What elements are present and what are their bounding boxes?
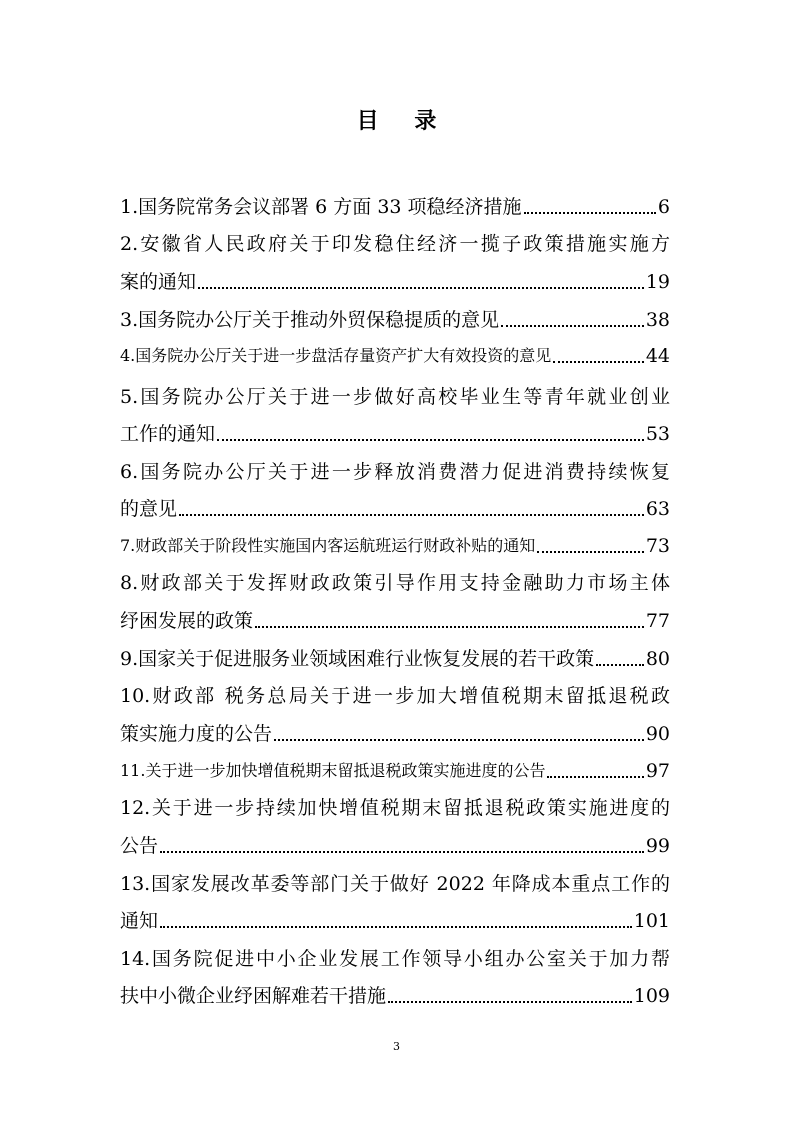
toc-entry-text: 策实施力度的公告 <box>120 723 273 745</box>
toc-entry-4[interactable] <box>120 343 670 369</box>
toc-entry-6-line-2[interactable] <box>120 496 670 522</box>
toc-entry-5-line-2[interactable] <box>120 421 670 447</box>
toc-entry-2-line-2[interactable] <box>120 269 670 295</box>
dot-leader <box>547 775 643 778</box>
dot-leader <box>217 438 644 441</box>
toc-entry-13-line-1[interactable] <box>120 871 670 897</box>
toc-entry-page: 38 <box>645 309 670 331</box>
toc-entry-12-line-2[interactable] <box>120 833 670 859</box>
toc-entry-page: 90 <box>645 723 670 745</box>
toc-entry-text: 2.安徽省人民政府关于印发稳住经济一揽子政策措施实施方 <box>120 233 670 255</box>
dot-leader <box>524 211 656 214</box>
toc-entry-page: 97 <box>645 760 670 782</box>
toc-entry-5-line-1[interactable] <box>120 384 670 410</box>
dot-leader <box>501 324 644 327</box>
toc-entry-1[interactable] <box>120 194 670 220</box>
dot-leader <box>160 925 632 928</box>
toc-entry-10-line-2[interactable] <box>120 721 670 747</box>
toc-entry-text: 3.国务院办公厅关于推动外贸保稳提质的意见 <box>120 309 500 331</box>
toc-entry-page: 109 <box>633 985 670 1007</box>
toc-entry-text: 9.国家关于促进服务业领域困难行业恢复发展的若干政策 <box>120 648 595 670</box>
toc-entry-page: 101 <box>633 910 670 932</box>
toc-entry-text: 公告 <box>120 835 159 857</box>
toc-entry-text: 4.国务院办公厅关于进一步盘活存量资产扩大有效投资的意见 <box>120 346 552 365</box>
dot-leader <box>537 550 644 553</box>
toc-entry-text: 案的通知 <box>120 271 197 293</box>
toc-entry-text: 8.财政部关于发挥财政政策引导作用支持金融助力市场主体 <box>120 572 670 594</box>
toc-entry-page: 44 <box>645 345 670 367</box>
dot-leader <box>160 850 644 853</box>
toc-entry-page: 73 <box>645 535 670 557</box>
toc-entry-10-line-1[interactable] <box>120 683 670 709</box>
toc-entry-text: 纾困发展的政策 <box>120 610 254 632</box>
dot-leader <box>198 286 644 289</box>
toc-entry-text: 10.财政部 税务总局关于进一步加大增值税期末留抵退税政 <box>120 685 670 707</box>
toc-entry-text: 工作的通知 <box>120 423 216 445</box>
toc-entry-page: 53 <box>645 423 670 445</box>
toc-entry-text: 12.关于进一步持续加快增值税期末留抵退税政策实施进度的 <box>120 797 670 819</box>
dot-leader <box>179 513 644 516</box>
toc-entry-3[interactable] <box>120 307 670 333</box>
toc-entry-page: 63 <box>645 498 670 520</box>
toc-entry-page: 6 <box>657 196 670 218</box>
toc-entry-9[interactable] <box>120 646 670 672</box>
toc-entry-text: 6.国务院办公厅关于进一步释放消费潜力促进消费持续恢复 <box>120 461 670 483</box>
dot-leader <box>388 1000 632 1003</box>
toc-entry-page: 77 <box>645 610 670 632</box>
toc-entry-text: 11.关于进一步加快增值税期末留抵退税政策实施进度的公告 <box>120 761 546 780</box>
toc-entry-page: 99 <box>645 835 670 857</box>
toc-entry-text: 的意见 <box>120 498 178 520</box>
toc-entry-page: 19 <box>645 271 670 293</box>
dot-leader <box>255 625 644 628</box>
toc-title: 目 录 <box>356 108 451 134</box>
toc-entry-8-line-1[interactable] <box>120 570 670 596</box>
dot-leader <box>553 360 644 363</box>
toc-entry-text: 5.国务院办公厅关于进一步做好高校毕业生等青年就业创业 <box>120 386 670 408</box>
toc-entry-14-line-2[interactable] <box>120 983 670 1009</box>
page-number: 3 <box>393 1040 400 1053</box>
toc-entry-text: 1.国务院常务会议部署 6 方面 33 项稳经济措施 <box>120 196 522 218</box>
toc-entry-text: 扶中小微企业纾困解难若干措施 <box>120 985 387 1007</box>
toc-entry-13-line-2[interactable] <box>120 908 670 934</box>
toc-entry-text: 通知 <box>120 910 159 932</box>
toc-entry-14-line-1[interactable] <box>120 946 670 972</box>
toc-entry-text: 13.国家发展改革委等部门关于做好 2022 年降成本重点工作的 <box>120 873 670 895</box>
dot-leader <box>596 663 644 666</box>
toc-entry-11[interactable] <box>120 758 670 784</box>
toc-entry-7[interactable] <box>120 533 670 559</box>
toc-entry-text: 7.财政部关于阶段性实施国内客运航班运行财政补贴的通知 <box>120 536 536 555</box>
toc-entry-page: 80 <box>645 648 670 670</box>
toc-entry-8-line-2[interactable] <box>120 608 670 634</box>
toc-entry-text: 14.国务院促进中小企业发展工作领导小组办公室关于加力帮 <box>120 948 670 970</box>
dot-leader <box>274 738 644 741</box>
toc-entry-12-line-1[interactable] <box>120 795 670 821</box>
toc-entry-6-line-1[interactable] <box>120 459 670 485</box>
toc-entry-2-line-1[interactable] <box>120 231 670 257</box>
